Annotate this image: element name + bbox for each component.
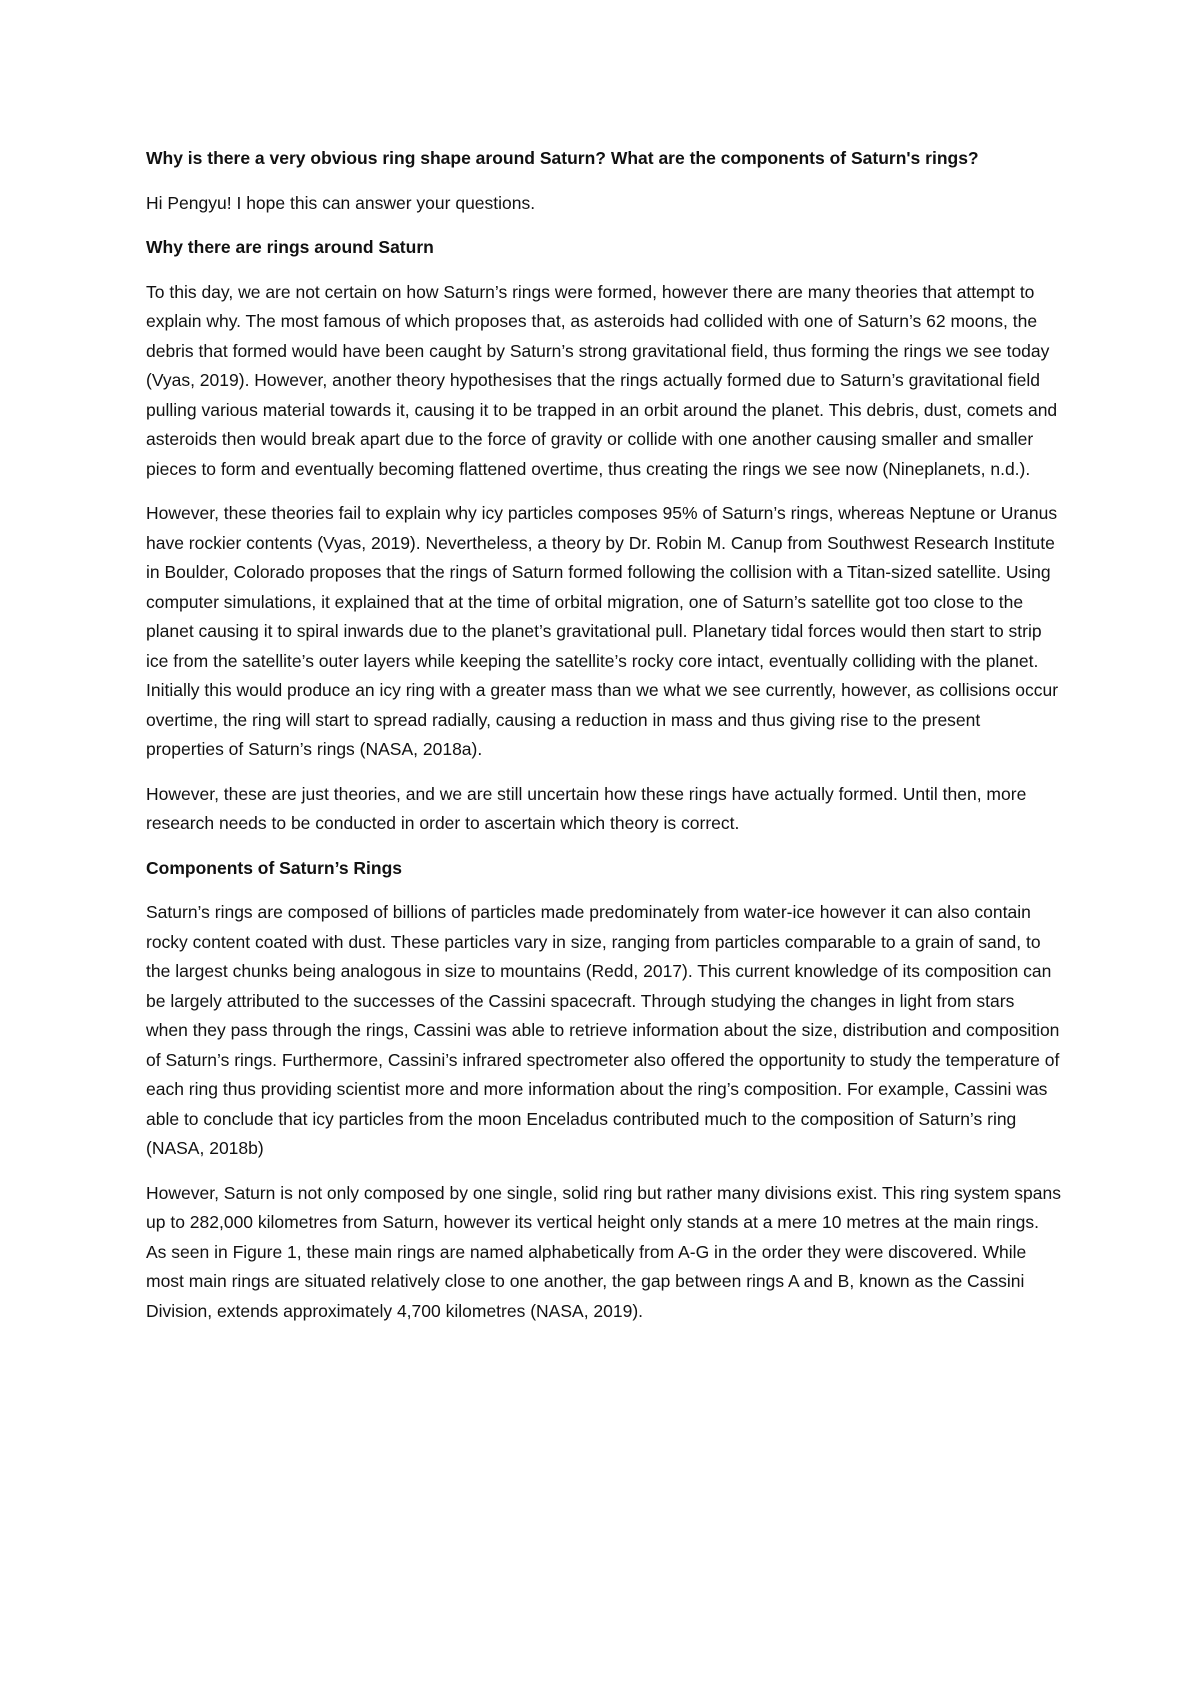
greeting: Hi Pengyu! I hope this can answer your questions. — [146, 192, 536, 213]
section-heading-ring-components: Components of Saturn’s Rings — [146, 857, 403, 878]
paragraph: Saturn’s rings are composed of billions of particles made predominately from water-ice however it can also contain rocky content coated with dust. These particles vary in size, ranging from particles comparable to a grain of sand, to the largest chunks being analogous in size to mountains (Redd, 2017). This current knowledge of its composition can be largely attributed to the successes of the Cassini spacecraft. Through studying the changes in light from stars when they pass through the rings, Cassini was able to retrieve information about the size, distribution and composition of Saturn’s rings. Furthermore, Cassini’s infrared spectrometer also offered the opportunity to study the temperature of each ring thus providing scientist more and more information about the ring’s composition. For example, Cassini was able to conclude that icy particles from the moon Enceladus contributed much to the composition of Saturn’s ring (NASA, 2018b) — [146, 902, 1060, 1158]
paragraph: To this day, we are not certain on how Saturn’s rings were formed, however there are many theories that attempt to explain why. The most famous of which proposes that, as asteroids had collided with one of Saturn’s 62 moons, the debris that formed would have been caught by Saturn’s strong gravitational field, thus forming the rings we see today (Vyas, 2019). However, another theory hypothesises that the rings actually formed due to Saturn’s gravitational field pulling various material towards it, causing it to be trapped in an orbit around the planet. This debris, dust, comets and asteroids then would break apart due to the force of gravity or collide with one another causing smaller and smaller pieces to form and eventually becoming flattened overtime, thus creating the rings we see now (Nineplanets, n.d.). — [146, 281, 1058, 479]
paragraph: However, these are just theories, and we are still uncertain how these rings have actually formed. Until then, more research needs to be conducted in order to ascertain which theory is correct. — [146, 783, 1027, 833]
document-title: Why is there a very obvious ring shape around Saturn? What are the components of Saturn's rings? — [146, 148, 979, 168]
document-body — [146, 144, 1061, 1341]
section-heading-rings-origin: Why there are rings around Saturn — [146, 237, 434, 257]
paragraph: However, these theories fail to explain why icy particles composes 95% of Saturn’s rings, whereas Neptune or Uranus have rockier contents (Vyas, 2019). Nevertheless, a theory by Dr. Robin M. Canup from Southwest Research Institute in Boulder, Colorado proposes that the rings of Saturn formed following the collision with a Titan-sized satellite. Using computer simulations, it explained that at the time of orbital migration, one of Saturn’s satellite got too close to the planet causing it to spiral inwards due to the planet’s gravitational pull. Planetary tidal forces would then start to strip ice from the satellite’s outer layers while keeping the satellite’s rocky core intact, eventually colliding with the planet. Initially this would produce an icy ring with a greater mass than we what we see currently, however, as collisions occur overtime, the ring will start to spread radially, causing a reduction in mass and thus giving rise to the present properties of Saturn’s rings (NASA, 2018a). — [146, 503, 1059, 759]
paragraph: However, Saturn is not only composed by one single, solid ring but rather many divisions exist. This ring system spans up to 282,000 kilometres from Saturn, however its vertical height only stands at a mere 10 metres at the main rings. As seen in Figure 1, these main rings are named alphabetically from A-G in the order they were discovered. While most main rings are situated relatively close to one another, the gap between rings A and B, known as the Cassini Division, extends approximately 4,700 kilometres (NASA, 2019). — [146, 1182, 1061, 1321]
